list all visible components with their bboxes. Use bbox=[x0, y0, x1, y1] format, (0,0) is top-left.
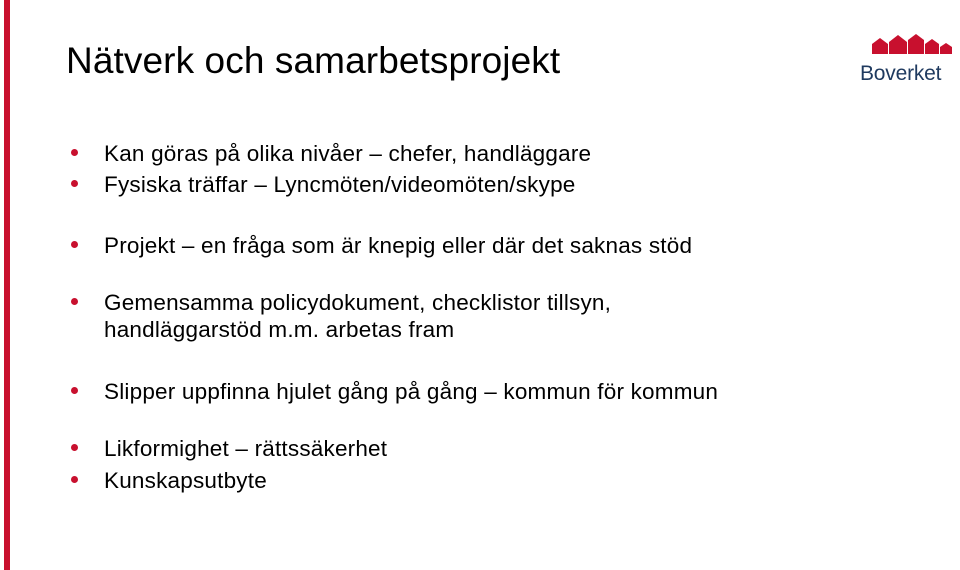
list-item bbox=[104, 140, 744, 167]
bullet-icon bbox=[71, 387, 78, 394]
logo-text: Boverket bbox=[860, 62, 942, 85]
list-item bbox=[104, 232, 744, 259]
bullet-icon bbox=[71, 149, 78, 156]
list-item bbox=[104, 378, 744, 405]
list-item-text: Kan göras på olika nivåer – chefer, handläggare bbox=[104, 141, 592, 166]
list-item bbox=[104, 435, 744, 462]
bullet-icon bbox=[71, 298, 78, 305]
list-item-text: Likformighet – rättssäkerhet bbox=[104, 436, 388, 461]
list-item-text: Gemensamma policydokument, checklistor tillsyn, handläggarstöd m.m. arbetas fram bbox=[104, 290, 612, 342]
list-item bbox=[104, 171, 744, 198]
bullet-icon bbox=[71, 476, 78, 483]
bullet-icon bbox=[71, 180, 78, 187]
bullet-icon bbox=[71, 444, 78, 451]
list-item bbox=[104, 467, 744, 494]
list-item-text: Fysiska träffar – Lyncmöten/videomöten/skype bbox=[104, 172, 576, 197]
bullet-icon bbox=[71, 241, 78, 248]
list-item bbox=[104, 289, 744, 343]
list-item-text: Slipper uppfinna hjulet gång på gång – kommun för kommun bbox=[104, 379, 719, 404]
list-item-text: Projekt – en fråga som är knepig eller där det saknas stöd bbox=[104, 233, 693, 258]
slide-title: Nätverk och samarbetsprojekt bbox=[66, 40, 561, 81]
list-item-text: Kunskapsutbyte bbox=[104, 468, 267, 493]
